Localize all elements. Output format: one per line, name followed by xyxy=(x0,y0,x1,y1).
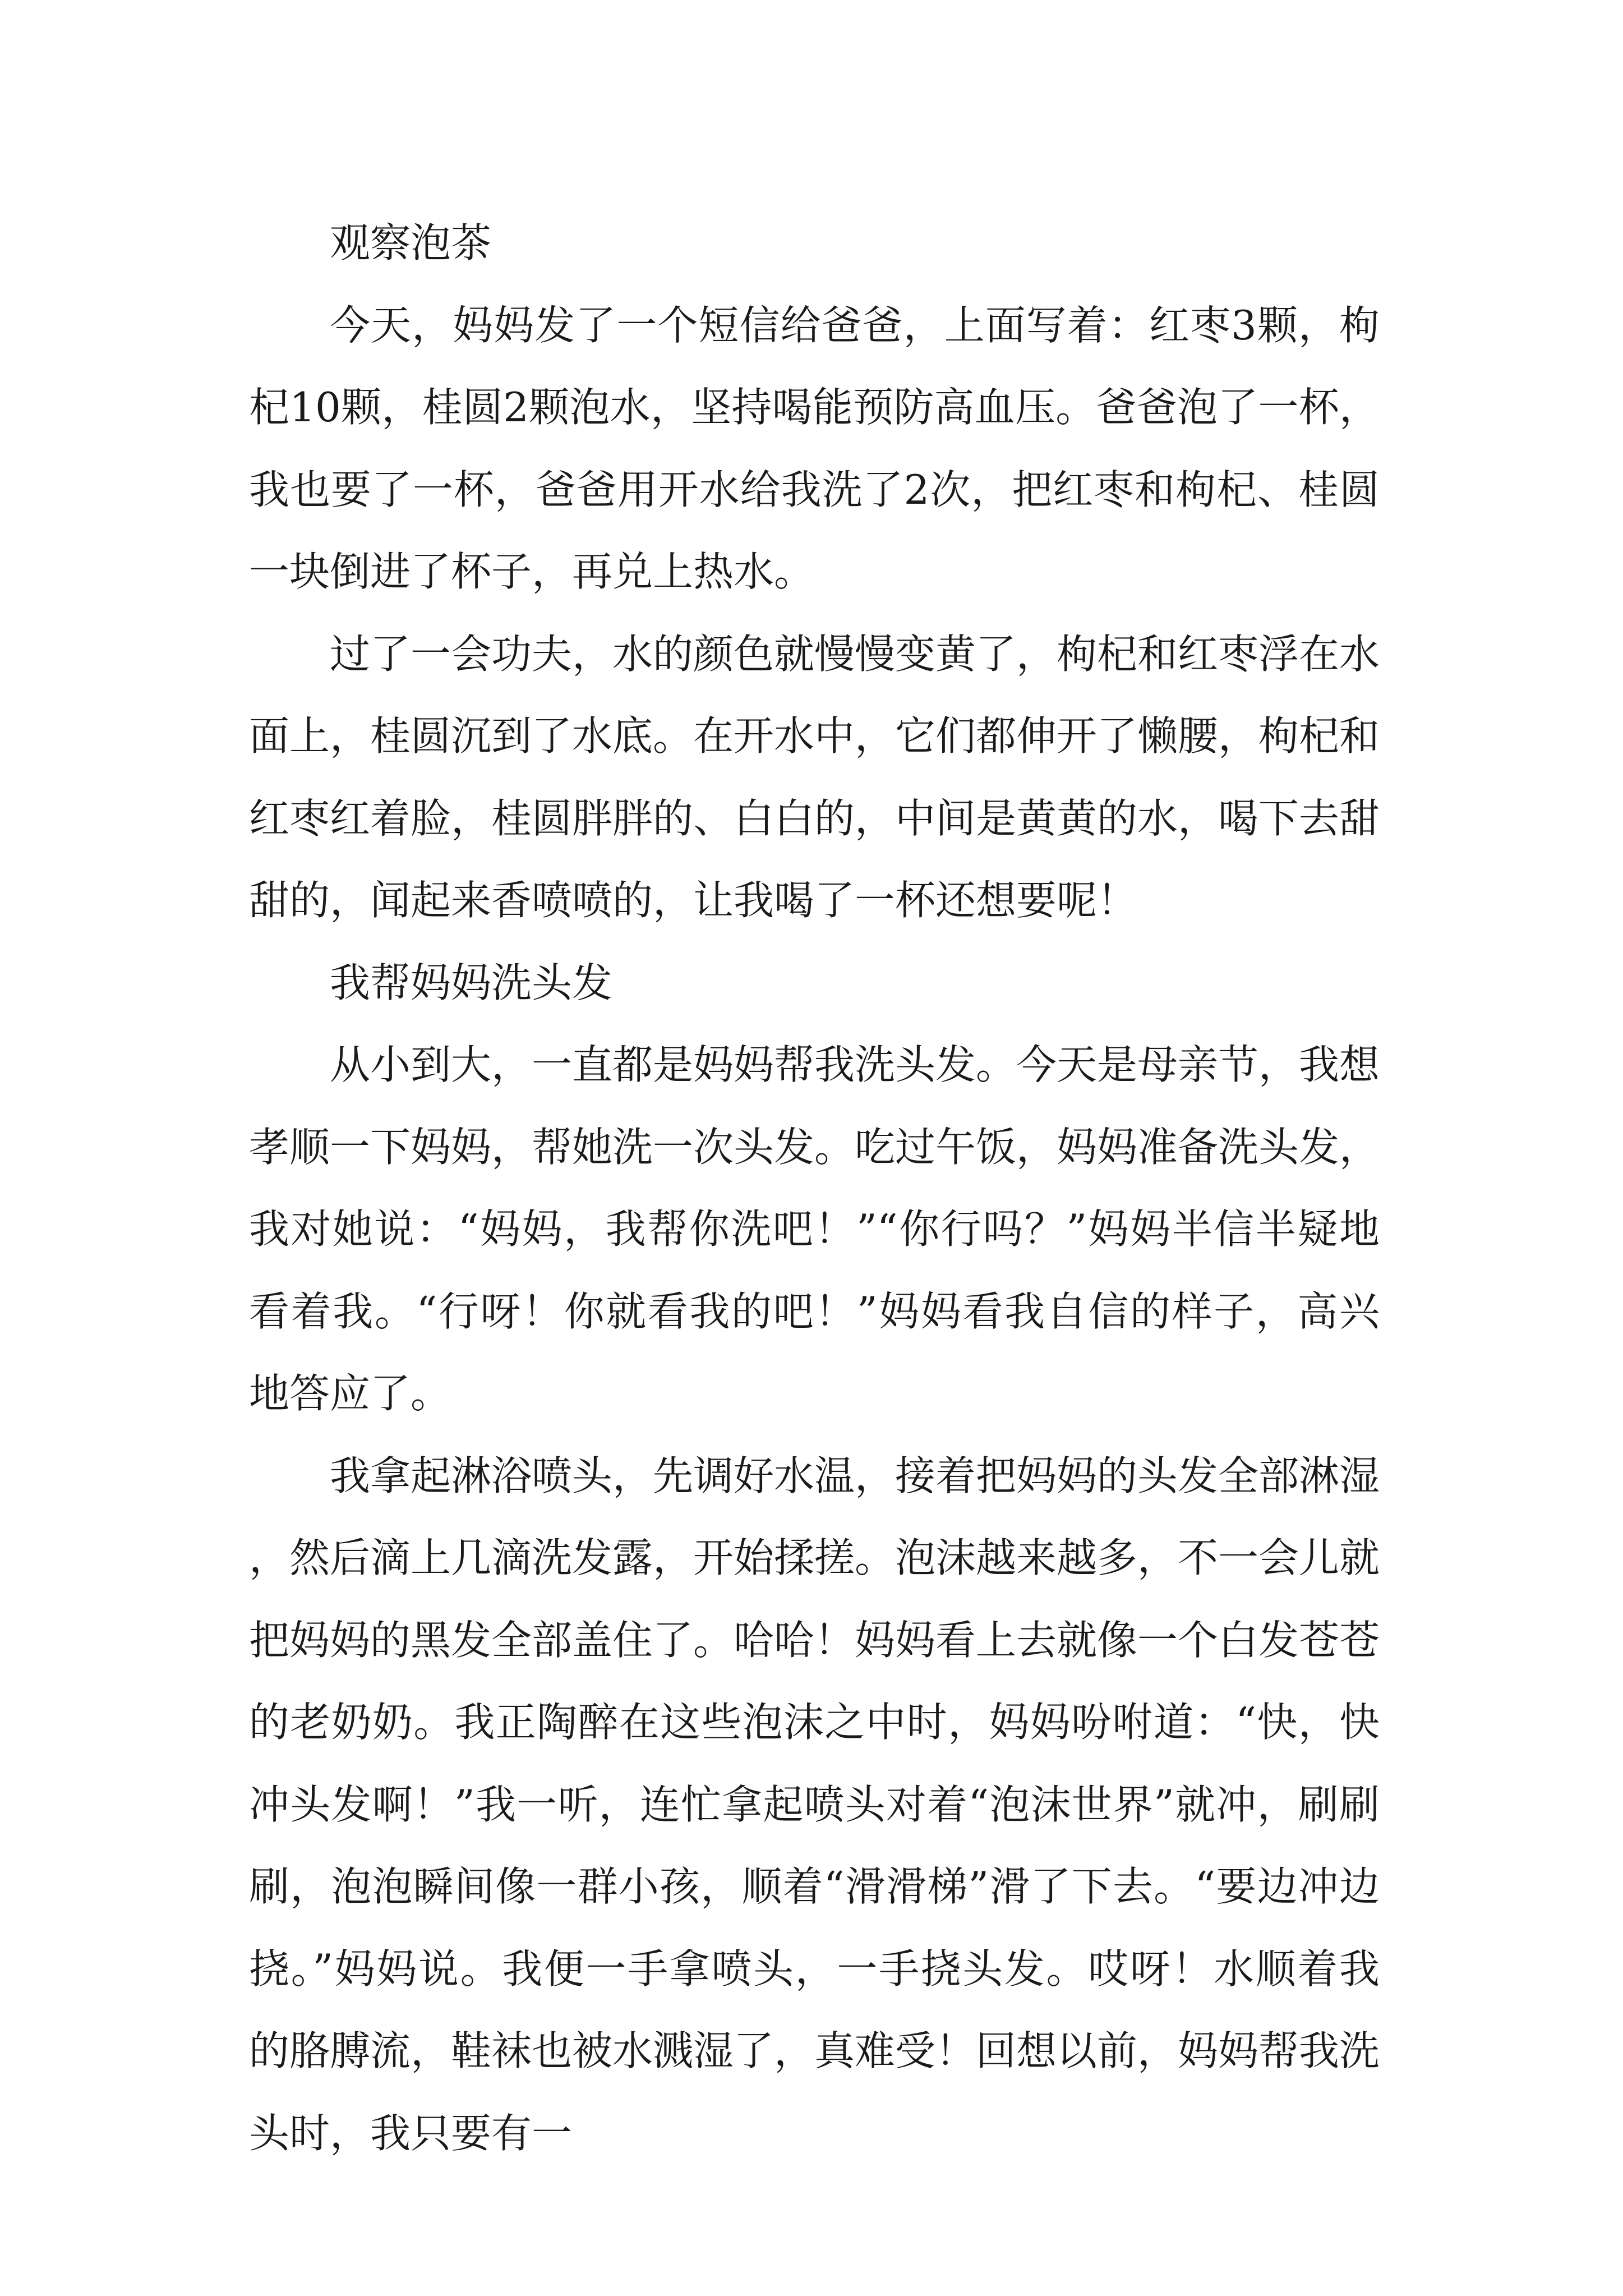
paragraph-tea-1: 今天，妈妈发了一个短信给爸爸，上面写着：红枣3颗，枸杞10颗，桂圆2颗泡水，坚持喝能预防高血压。爸爸泡了一杯，我也要了一杯，爸爸用开水给我洗了2次，把红枣和枸杞、桂圆一块倒进了杯子，再兑上热水。 xyxy=(249,301,1380,595)
document-body xyxy=(249,202,1380,2174)
section-title-tea: 观察泡茶 xyxy=(330,219,492,266)
paragraph-hair-1: 从小到大，一直都是妈妈帮我洗头发。今天是母亲节，我想孝顺一下妈妈，帮她洗一次头发。吃过午饭，妈妈准备洗头发，我对她说：“妈妈，我帮你洗吧！”“你行吗？”妈妈半信半疑地看着我。“行呀！你就看我的吧！”妈妈看我自信的样子，高兴地答应了。 xyxy=(249,1041,1380,1417)
paragraph-tea-2: 过了一会功夫，水的颜色就慢慢变黄了，枸杞和红枣浮在水面上，桂圆沉到了水底。在开水中，它们都伸开了懒腰，枸杞和红枣红着脸，桂圆胖胖的、白白的，中间是黄黄的水，喝下去甜甜的，闻起来香喷喷的，让我喝了一杯还想要呢！ xyxy=(249,630,1380,924)
paragraph-hair-2: 我拿起淋浴喷头，先调好水温，接着把妈妈的头发全部淋湿，然后滴上几滴洗发露，开始揉搓。泡沫越来越多，不一会儿就把妈妈的黑发全部盖住了。哈哈！妈妈看上去就像一个白发苍苍的老奶奶。我正陶醉在这些泡沫之中时，妈妈吩咐道：“快，快冲头发啊！”我一听，连忙拿起喷头对着“泡沫世界”就冲，刷刷刷，泡泡瞬间像一群小孩，顺着“滑滑梯”滑了下去。“要边冲边挠。”妈妈说。我便一手拿喷头，一手挠头发。哎呀！水顺着我的胳膊流，鞋袜也被水溅湿了，真难受！回想以前，妈妈帮我洗头时，我只要有一 xyxy=(249,1452,1380,2157)
section-title-hair: 我帮妈妈洗头发 xyxy=(330,959,613,1006)
